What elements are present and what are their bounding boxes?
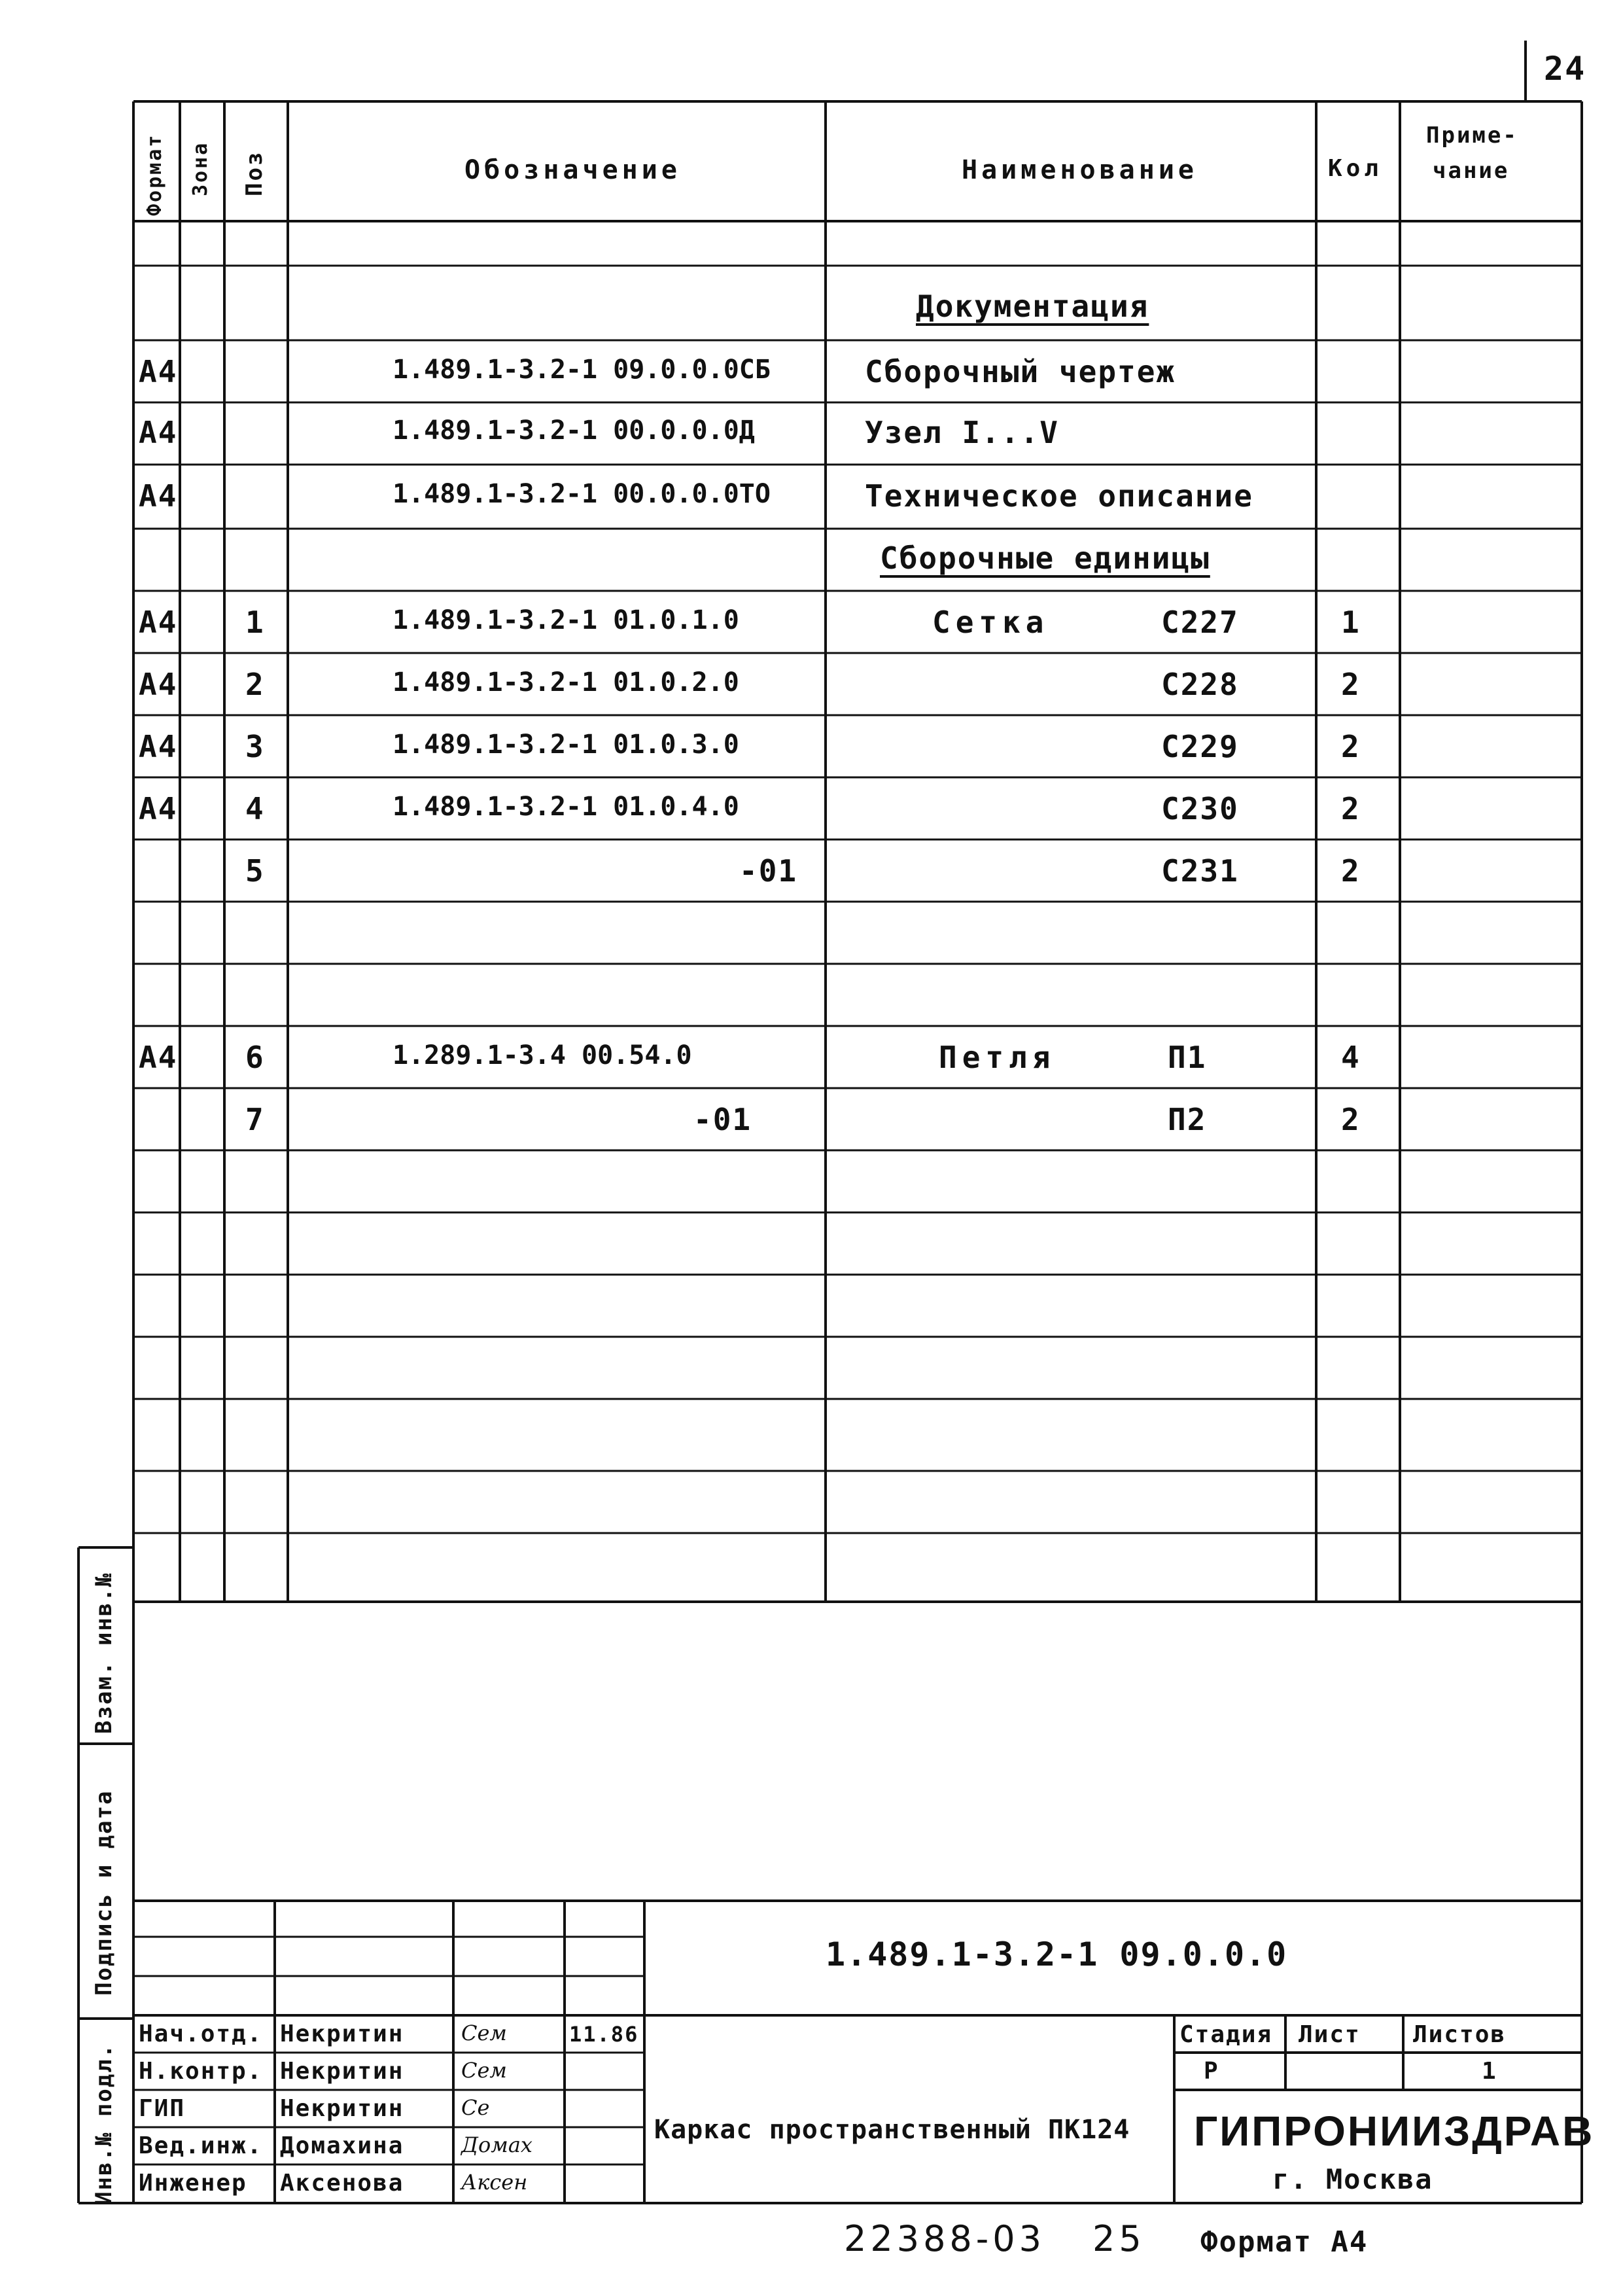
- header-note-line2: чание: [1433, 158, 1510, 184]
- unit-row-mark: С228: [1161, 667, 1239, 702]
- unit-row-qty: 2: [1341, 1102, 1361, 1137]
- unit-row-pos: 2: [245, 667, 265, 702]
- sheet-label: Лист: [1299, 2021, 1361, 2048]
- unit-row-qty: 2: [1341, 791, 1361, 826]
- section-assembly-units: Сборочные единицы: [880, 540, 1210, 576]
- footer-format: Формат А4: [1200, 2225, 1369, 2259]
- signature-mark: Аксен: [461, 2170, 528, 2195]
- signature-role: Нач.отд.: [139, 2021, 263, 2047]
- section-documentation: Документация: [916, 289, 1149, 324]
- unit-row-name: Петля: [939, 1040, 1056, 1075]
- header-pos: Поз: [241, 150, 268, 196]
- doc-row-format: А4: [139, 354, 178, 389]
- unit-row-mark: П1: [1168, 1040, 1207, 1075]
- signature-mark: Сем: [461, 2021, 507, 2045]
- unit-row-designation: 1.489.1-3.2-1 01.0.3.0: [393, 730, 739, 760]
- doc-row-designation: 1.489.1-3.2-1 00.0.0.0Д: [393, 415, 755, 446]
- unit-row-designation: -01: [739, 853, 798, 889]
- footer-page: 25: [1092, 2218, 1145, 2259]
- unit-row-designation: 1.489.1-3.2-1 01.0.1.0: [393, 605, 739, 635]
- signature-person: Аксенова: [280, 2170, 404, 2197]
- doc-row-name: Техническое описание: [865, 478, 1253, 514]
- stage-label: Стадия: [1179, 2021, 1273, 2048]
- title-block-doc-code: 1.489.1-3.2-1 09.0.0.0: [826, 1935, 1288, 1973]
- unit-row-pos: 7: [245, 1102, 265, 1137]
- org-name: ГИПРОНИИЗДРАВ: [1194, 2108, 1595, 2155]
- doc-row-format: А4: [139, 478, 178, 514]
- unit-row-designation: 1.489.1-3.2-1 01.0.4.0: [393, 792, 739, 822]
- unit-row-pos: 5: [245, 853, 265, 889]
- unit-row-designation: 1.289.1-3.4 00.54.0: [393, 1040, 692, 1070]
- signature-mark: Се: [461, 2095, 490, 2120]
- signature-date: 11.86: [569, 2022, 639, 2047]
- header-designation: Обозначение: [464, 155, 681, 185]
- page-number: 24: [1544, 50, 1586, 88]
- title-block-doc-title: Каркас пространственный ПК124: [654, 2115, 1130, 2145]
- unit-row-qty: 2: [1341, 667, 1361, 702]
- header-qty: Кол: [1328, 155, 1383, 182]
- stage-value: Р: [1204, 2058, 1219, 2085]
- signature-person: Некритин: [280, 2058, 404, 2085]
- doc-row-format: А4: [139, 415, 178, 450]
- signature-role: ГИП: [139, 2095, 186, 2122]
- side-label-vzam-inv: Взам. инв.№: [91, 1572, 117, 1734]
- unit-row-format: А4: [139, 729, 178, 764]
- doc-row-designation: 1.489.1-3.2-1 00.0.0.0ТО: [393, 479, 771, 509]
- side-label-inv-podl: Инв.№ подл.: [91, 2043, 117, 2205]
- header-zone: Зона: [189, 141, 212, 196]
- unit-row-pos: 3: [245, 729, 265, 764]
- unit-row-format: А4: [139, 1040, 178, 1075]
- side-label-podpis-data: Подпись и дата: [91, 1790, 117, 1996]
- signature-mark: Домах: [461, 2132, 532, 2157]
- unit-row-mark: П2: [1168, 1102, 1207, 1137]
- doc-row-name: Узел I...V: [865, 415, 1059, 450]
- sheets-value: 1: [1482, 2058, 1497, 2085]
- unit-row-format: А4: [139, 605, 178, 640]
- unit-row-mark: С227: [1161, 605, 1239, 640]
- signature-mark: Сем: [461, 2058, 507, 2083]
- unit-row-designation: -01: [693, 1102, 752, 1137]
- header-name: Наименование: [962, 155, 1198, 185]
- sheets-label: Листов: [1413, 2021, 1507, 2048]
- unit-row-qty: 4: [1341, 1040, 1361, 1075]
- unit-row-qty: 1: [1341, 605, 1361, 640]
- unit-row-pos: 4: [245, 791, 265, 826]
- header-format: Формат: [143, 133, 166, 216]
- unit-row-name: Сетка: [932, 605, 1049, 640]
- header-note-line1: Приме-: [1426, 122, 1518, 149]
- unit-row-pos: 1: [245, 605, 265, 640]
- doc-row-name: Сборочный чертеж: [865, 354, 1176, 389]
- signature-role: Вед.инж.: [139, 2132, 263, 2159]
- footer-archive-number: 22388-03: [844, 2218, 1045, 2259]
- signature-role: Н.контр.: [139, 2058, 263, 2085]
- unit-row-qty: 2: [1341, 729, 1361, 764]
- unit-row-format: А4: [139, 667, 178, 702]
- unit-row-mark: С230: [1161, 791, 1239, 826]
- unit-row-format: А4: [139, 791, 178, 826]
- unit-row-designation: 1.489.1-3.2-1 01.0.2.0: [393, 667, 739, 698]
- signature-person: Некритин: [280, 2095, 404, 2122]
- org-city: г. Москва: [1272, 2163, 1433, 2195]
- signature-person: Домахина: [280, 2132, 404, 2159]
- doc-row-designation: 1.489.1-3.2-1 09.0.0.0СБ: [393, 355, 771, 385]
- unit-row-mark: С231: [1161, 853, 1239, 889]
- signature-person: Некритин: [280, 2021, 404, 2047]
- signature-role: Инженер: [139, 2170, 247, 2197]
- unit-row-pos: 6: [245, 1040, 265, 1075]
- unit-row-qty: 2: [1341, 853, 1361, 889]
- unit-row-mark: С229: [1161, 729, 1239, 764]
